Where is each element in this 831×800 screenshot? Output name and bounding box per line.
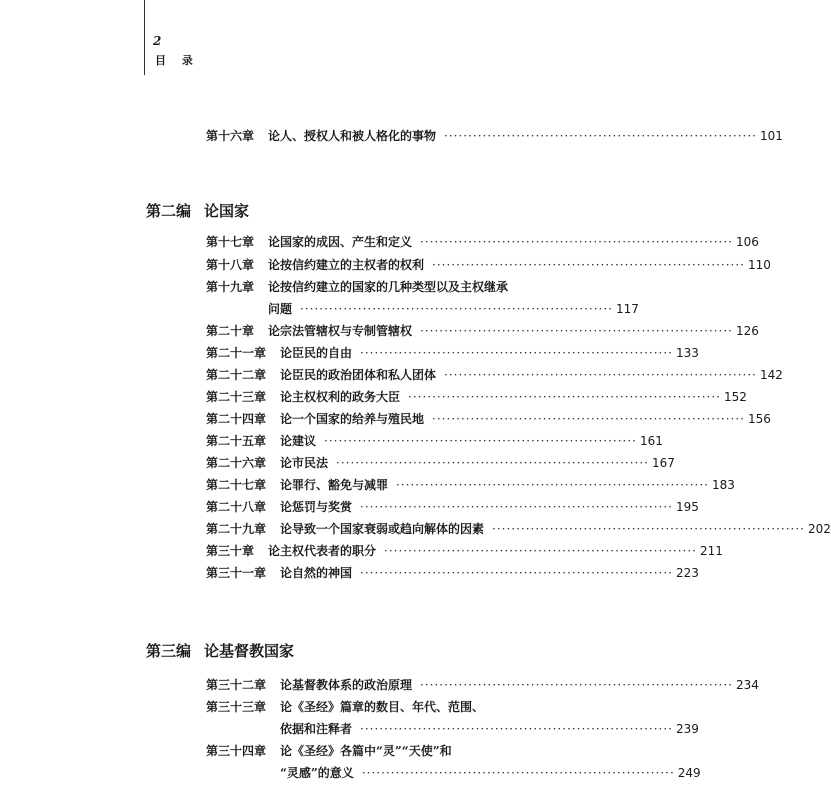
chapter-title: 论宗法管辖权与专制管辖权 — [268, 324, 413, 338]
dot-leader: ································································· — [360, 722, 673, 736]
chapter-number: 第二十八章 — [206, 500, 267, 514]
page-ref: 223 — [675, 566, 699, 580]
part-label: 第二编 — [146, 202, 192, 220]
dot-leader: ································································· — [360, 500, 673, 514]
page-number: 2 — [153, 34, 162, 48]
chapter-title: 论基督教体系的政治原理 — [280, 678, 413, 692]
part-title: 论基督教国家 — [204, 642, 295, 660]
page-ref: 249 — [677, 766, 701, 780]
chapter-number: 第二十七章 — [206, 478, 267, 492]
page-ref: 161 — [639, 434, 663, 448]
chapter-number: 第二十章 — [206, 324, 255, 338]
toc-entry[interactable] — [206, 321, 759, 341]
toc-entry[interactable] — [206, 365, 783, 385]
dot-leader: ································································· — [420, 235, 733, 249]
toc-entry[interactable] — [206, 453, 675, 473]
chapter-number: 第十六章 — [206, 129, 255, 143]
toc-entry[interactable] — [206, 387, 747, 407]
page-ref: 142 — [759, 368, 783, 382]
page-ref: 133 — [675, 346, 699, 360]
dot-leader: ································································· — [432, 412, 745, 426]
chapter-number: 第十八章 — [206, 258, 255, 272]
chapter-number: 第二十九章 — [206, 522, 267, 536]
toc-entry[interactable] — [206, 541, 723, 561]
dot-leader: ································································· — [336, 456, 649, 470]
chapter-title: 论人、授权人和被人格化的事物 — [268, 129, 437, 143]
chapter-number: 第十七章 — [206, 235, 255, 249]
page-ref: 195 — [675, 500, 699, 514]
chapter-title: 论主权权利的政务大臣 — [280, 390, 401, 404]
dot-leader: ································································· — [420, 324, 733, 338]
page-ref: 117 — [615, 302, 639, 316]
dot-leader: ································································· — [396, 478, 709, 492]
part-label: 第三编 — [146, 642, 192, 660]
chapter-number: 第十九章 — [206, 280, 255, 294]
dot-leader: ································································· — [360, 566, 673, 580]
page-ref: 239 — [675, 722, 699, 736]
chapter-title: 论自然的神国 — [280, 566, 353, 580]
toc-entry-continuation[interactable] — [206, 299, 639, 319]
page-ref: 110 — [747, 258, 771, 272]
chapter-title: 论《圣经》篇章的数目、年代、范围、 — [280, 700, 485, 714]
toc-entry[interactable] — [206, 409, 771, 429]
toc-entry[interactable] — [206, 475, 735, 495]
page-ref: 106 — [735, 235, 759, 249]
page-ref: 156 — [747, 412, 771, 426]
page-ref: 167 — [651, 456, 675, 470]
chapter-number: 第二十五章 — [206, 434, 267, 448]
toc-entry-continuation[interactable] — [206, 763, 701, 783]
chapter-number: 第二十一章 — [206, 346, 267, 360]
page-ref: 211 — [699, 544, 723, 558]
chapter-title: 论按信约建立的主权者的权利 — [268, 258, 425, 272]
chapter-title: 论国家的成因、产生和定义 — [268, 235, 413, 249]
header-rule — [144, 0, 145, 75]
chapter-number: 第三十四章 — [206, 744, 267, 758]
chapter-title: 论罪行、豁免与减罪 — [280, 478, 389, 492]
toc-entry[interactable] — [206, 519, 831, 539]
toc-entry[interactable] — [206, 255, 771, 275]
chapter-number: 第二十三章 — [206, 390, 267, 404]
dot-leader: ································································· — [420, 678, 733, 692]
chapter-title: 论市民法 — [280, 456, 329, 470]
page-ref: 101 — [759, 129, 783, 143]
dot-leader: ································································· — [408, 390, 721, 404]
part-title: 论国家 — [204, 202, 250, 220]
toc-entry[interactable] — [206, 431, 663, 451]
chapter-title: 论惩罚与奖赏 — [280, 500, 353, 514]
dot-leader: ································································· — [492, 522, 805, 536]
toc-entry[interactable] — [206, 277, 524, 297]
dot-leader: ································································· — [324, 434, 637, 448]
toc-entry[interactable] — [206, 343, 699, 363]
chapter-title: 论主权代表者的职分 — [268, 544, 377, 558]
chapter-title-continuation: “灵感”的意义 — [280, 766, 354, 780]
dot-leader: ································································· — [361, 766, 675, 780]
toc-entry[interactable] — [206, 563, 699, 583]
chapter-title-continuation: 问题 — [268, 302, 293, 316]
chapter-title: 论臣民的自由 — [280, 346, 353, 360]
toc-entry[interactable] — [206, 675, 759, 695]
chapter-title: 论一个国家的给养与殖民地 — [280, 412, 425, 426]
toc-entry[interactable] — [206, 497, 699, 517]
chapter-number: 第三十三章 — [206, 700, 267, 714]
chapter-number: 第二十四章 — [206, 412, 267, 426]
chapter-title: 论建议 — [280, 434, 317, 448]
dot-leader: ································································· — [360, 346, 673, 360]
page-ref: 183 — [711, 478, 735, 492]
chapter-number: 第三十一章 — [206, 566, 267, 580]
page-ref: 234 — [735, 678, 759, 692]
part-heading — [146, 200, 249, 221]
chapter-number: 第二十二章 — [206, 368, 267, 382]
chapter-title-continuation: 依据和注释者 — [280, 722, 353, 736]
chapter-title: 论导致一个国家衰弱或趋向解体的因素 — [280, 522, 485, 536]
page-ref: 126 — [735, 324, 759, 338]
dot-leader: ································································· — [384, 544, 697, 558]
toc-entry[interactable] — [206, 697, 524, 717]
page-ref: 152 — [723, 390, 747, 404]
dot-leader: ································································· — [432, 258, 745, 272]
page-ref: 202 — [807, 522, 831, 536]
dot-leader: ································································· — [444, 129, 757, 143]
toc-entry-continuation[interactable] — [206, 719, 699, 739]
chapter-title: 论《圣经》各篇中“灵”“天使”和 — [280, 744, 452, 758]
dot-leader: ································································· — [444, 368, 757, 382]
running-header-title: 目 录 — [155, 54, 199, 67]
chapter-number: 第三十二章 — [206, 678, 267, 692]
chapter-title: 论臣民的政治团体和私人团体 — [280, 368, 437, 382]
toc-entry[interactable] — [206, 232, 759, 252]
chapter-number: 第三十章 — [206, 544, 255, 558]
chapter-number: 第二十六章 — [206, 456, 267, 470]
toc-entry[interactable] — [206, 741, 524, 761]
toc-entry[interactable] — [206, 126, 783, 146]
part-heading — [146, 640, 294, 661]
chapter-title: 论按信约建立的国家的几种类型以及主权继承 — [268, 280, 509, 294]
dot-leader: ································································· — [300, 302, 613, 316]
